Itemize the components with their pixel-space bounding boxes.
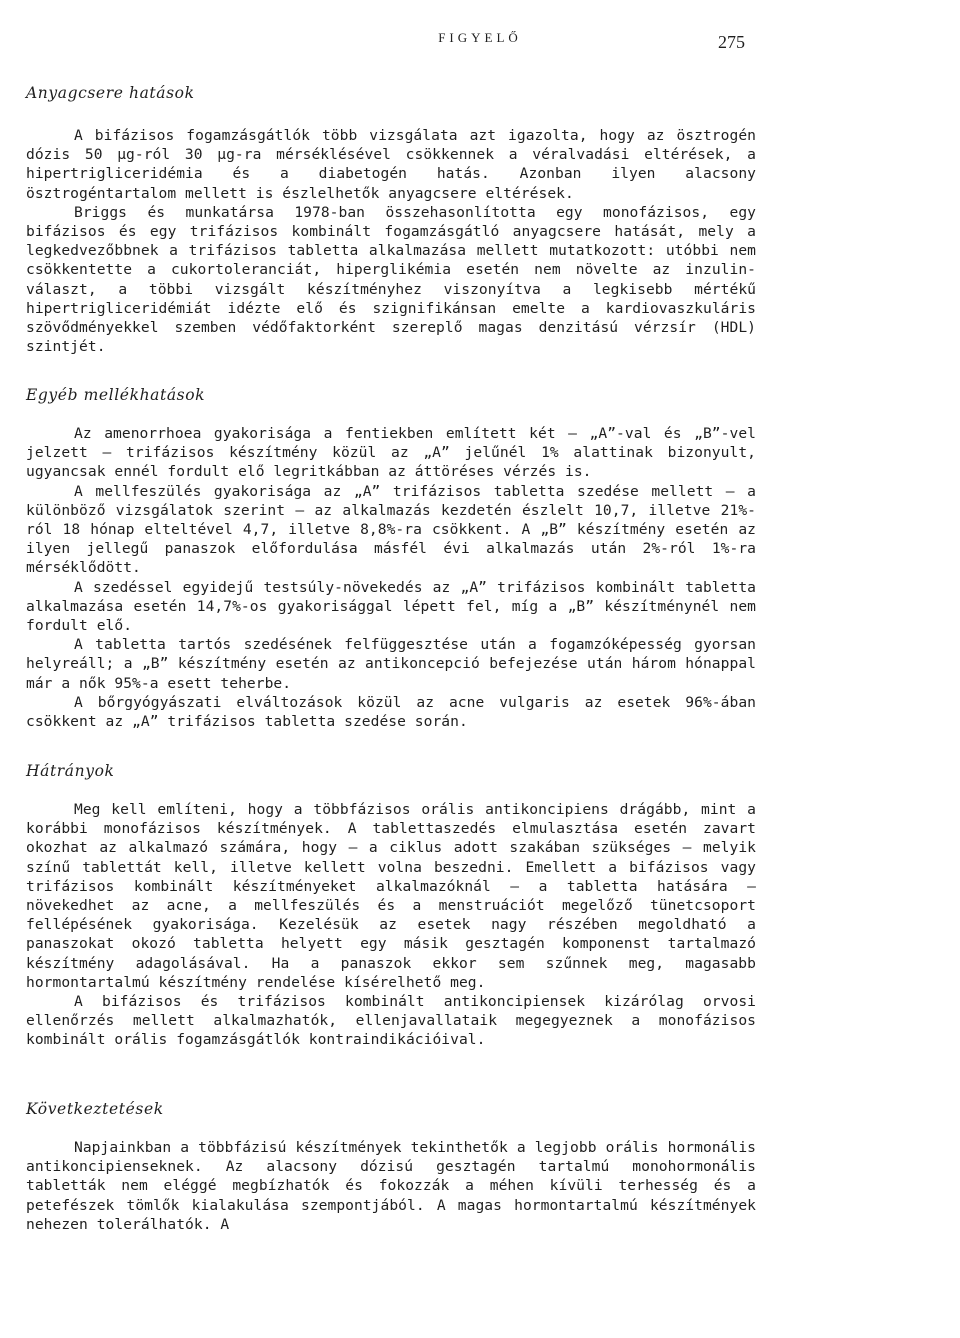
section-heading: Következtetések [26, 1100, 164, 1118]
page-number: 275 [718, 32, 745, 52]
section-heading: Anyagcsere hatások [26, 84, 195, 102]
section-heading: Egyéb mellékhatások [26, 386, 206, 404]
section-hatranyok [26, 762, 756, 1050]
section-egyeb-mellekhatasok [26, 386, 756, 731]
paragraph: Az amenorrhoea gyakorisága a fentiekben említett két — „A”-val és „B”-vel jelzett — trifázisos készítmény közül az „A” jelűnél 1% alattinak bizonyult, ugyancsak ennél fordult elő legritkábban az áttöréses vérzés is. [26, 425, 756, 481]
paragraph: A tabletta tartós szedésének felfüggesztése után a fogamzóképesség gyorsan helyreáll; a „B” készítmény esetén az antikoncepció befejezése után három hónappal már a nők 95%-a esett teherbe. [26, 636, 756, 692]
section-kovetkeztetesek [26, 1100, 756, 1234]
paragraph: A bőrgyógyászati elváltozások közül az acne vulgaris az esetek 96%-ában csökkent az „A” trifázisos tabletta szedése során. [26, 693, 756, 731]
paragraph: Napjainkban a többfázisú készítmények tekinthetők a legjobb orális hormonális antikoncipienseknek. Az alacsony dózisú gesztagén tartalmú monohormonális tabletták nem eléggé megbízhatók és fokozzák a méhen kívüli terhesség és a petefészek tömlők kialakulása szempontjából. A magas hormontartalmú készítmények nehezen tolerálhatók. A [26, 1139, 756, 1233]
running-title: FIGYELŐ [438, 30, 522, 45]
paragraph: A bifázisos fogamzásgátlók több vizsgálata azt igazolta, hogy az ösztrogén dózis 50 µg-ról 30 µg-ra mérséklésével csökkennek a véralvadási eltérések, a hipertrigliceridémia és a diabetogén hatás. Azonban ilyen alacsony ösztrogéntartalom mellett is észlelhetők anyagcsere eltérések. [26, 127, 756, 202]
section-anyagcsere-hatasok [26, 84, 756, 356]
paragraph: A bifázisos és trifázisos kombinált antikoncipiensek kizárólag orvosi ellenőrzés mellett alkalmazhatók, ellenjavallataik megegyeznek a monofázisos kombinált orális fogamzásgátlók kontraindikációival. [26, 993, 756, 1049]
paragraph: Briggs és munkatársa 1978-ban összehasonlította egy monofázisos, egy bifázisos és egy trifázisos kombinált fogamzásgátló anyagcsere hatását, mely a legkedvezőbbnek a trifázisos tabletta alkalmazása mellett mutatkozott: utóbbi nem csökkentette a cukortoleranciát, hiperglikémia esetén nem növelte az inzulin-választ, a többi vizsgált készítményhez viszonyítva a legkisebb mértékű hipertrigliceridémiát idézte elő és szignifikánsan emelte a kardiovaszkuláris szövődményekkel szemben védőfaktorként szereplő magas denzitású vérzsír (HDL) szintjét. [26, 203, 756, 356]
paragraph: A szedéssel egyidejű testsúly-növekedés az „A” trifázisos kombinált tabletta alkalmazása esetén 14,7%-os gyakorisággal lépett fel, míg a „B” készítménynél nem fordult elő. [26, 578, 756, 635]
paragraph: A mellfeszülés gyakorisága az „A” trifázisos tabletta szedése mellett — a különböző vizsgálatok szerint — az alkalmazás kezdetén észlelt 10,7, illetve 21%-ról 18 hónap elteltével 4,7, illetve 8,8%-ra csökkent. A „B” készítmény esetén az ilyen jellegű panaszok előfordulása másfél évi alkalmazás után 2%-ról 1%-ra mérséklődött. [26, 482, 756, 577]
section-heading: Hátrányok [26, 762, 115, 780]
paragraph: Meg kell említeni, hogy a többfázisos orális antikoncipiens drágább, mint a korábbi monofázisos készítmények. A tablettaszedés elmulasztása esetén zavart okozhat az alkalmazó számára, hogy — a ciklus adott szakában szükséges — melyik színű tablettát kell, illetve kellett volna beszedni. Emellett a bifázisos vagy trifázisos kombinált készítményeket alkalmazóknál — a tabletta hatására — növekedhet az acne, a mellfeszülés és a menstruációt megelőző tünetcsoport fellépésének gyakorisága. Kezelésük az esetek nagy részében megoldható a panaszokat okozó tabletta helyett egy másik gesztagén komponenst tartalmazó készítmény adagolásával. Ha a panaszok ekkor sem szűnnek meg, magasabb hormontartalmú készítmény rendelése kísérelhető meg. [26, 801, 756, 991]
